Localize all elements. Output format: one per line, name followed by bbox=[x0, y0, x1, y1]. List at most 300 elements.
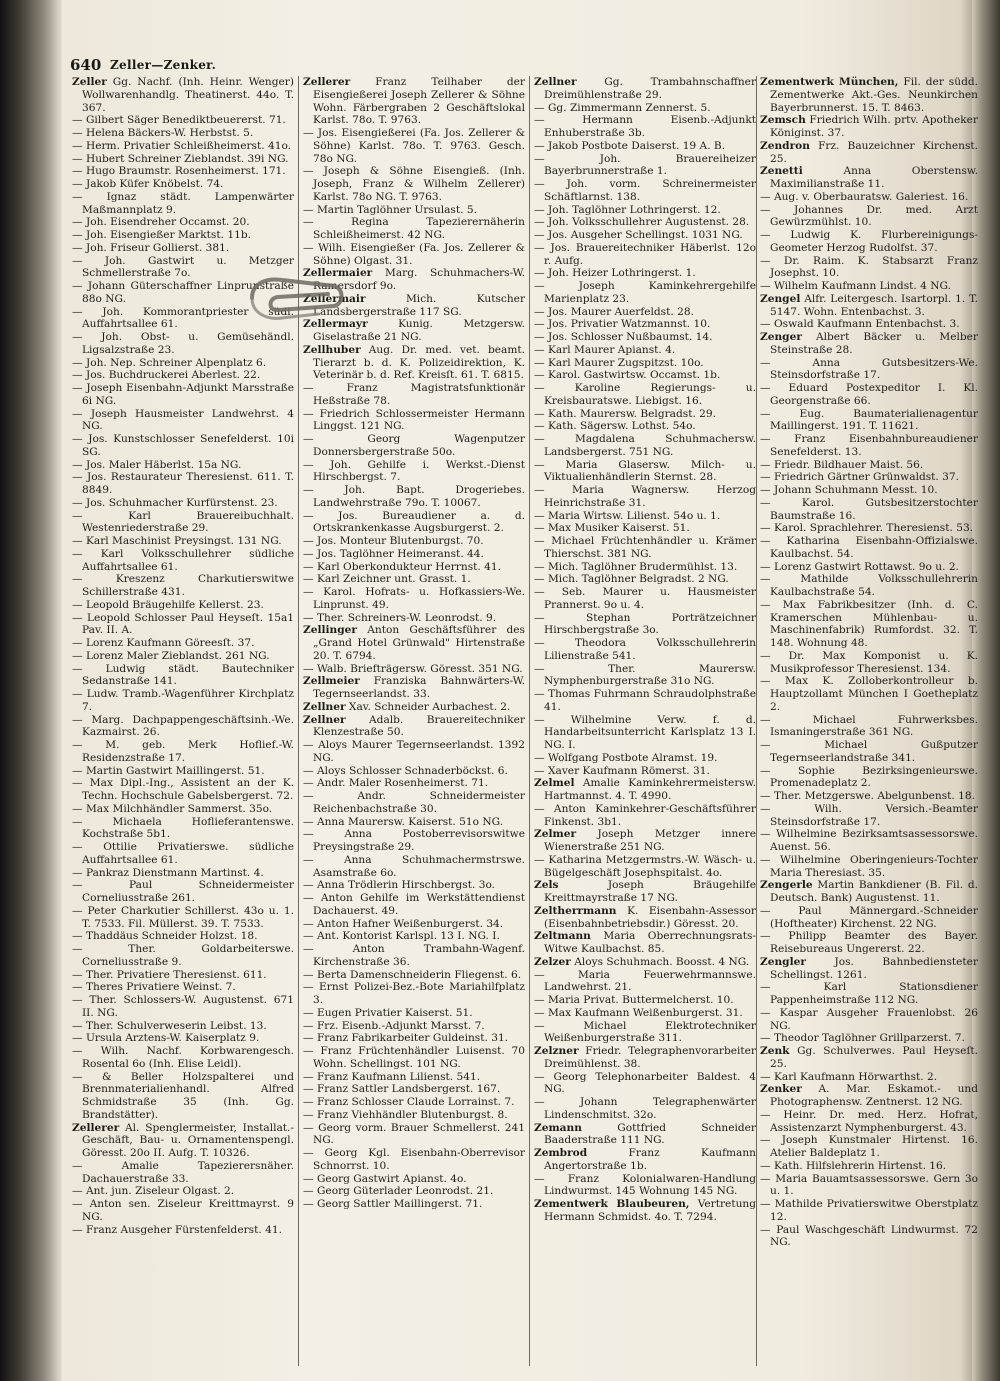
entry-text: — Max Musiker Kaiserst. 51. bbox=[534, 522, 690, 535]
entry-text: — Karl Maurer Apianst. 4. bbox=[534, 343, 676, 356]
directory-entry bbox=[72, 573, 294, 599]
entry-text: — Anton Kaminkehrer-Geschäftsführer Finkenst. 3b1. bbox=[534, 802, 756, 828]
entry-text: — Walb. Briefträgersw. Göresst. 351 NG. bbox=[303, 662, 523, 675]
entry-surname: Zelmel bbox=[534, 777, 575, 790]
entry-text: — Wilhelmine Oberingenieurs-Tochter Maria Theresiast. 35. bbox=[760, 853, 978, 879]
entry-text: — Ther. Goldarbeiterswe. Corneliusstraße 9. bbox=[72, 943, 294, 968]
entry-surname: Zelzner bbox=[534, 1045, 579, 1057]
directory-entry bbox=[72, 930, 294, 943]
entry-text: — Jos. Schuhmacher Kurfürstenst. 23. bbox=[72, 496, 278, 509]
entry-text: — Lorenz Gastwirt Rottawst. 9o u. 2. bbox=[760, 560, 959, 573]
entry-text: — Peter Charkutier Schillerst. 43o u. 1. T. 7533. Fil. Müllerst. 39. T. 7533. bbox=[72, 904, 294, 930]
entry-text: — Katharina Metzgermstrs.-W. Wäsch- u. Bügelgeschäft Josephspitalst. 4o. bbox=[534, 853, 756, 879]
entry-text: — Johann Güterschaffner Linprunstraße 88o NG. bbox=[72, 280, 294, 305]
entry-text: — Ernst Polizei-Bez.-Bote Mariahilfplatz 3. bbox=[303, 981, 525, 1006]
entry-surname: Zengerle bbox=[760, 879, 813, 892]
entry-text: — Karl Maurer Zugspitzst. 10o. bbox=[534, 356, 704, 369]
entry-surname: Zenetti bbox=[760, 165, 803, 178]
entry-text: — Karl Kaufmann Hörwarthst. 2. bbox=[760, 1070, 938, 1083]
directory-entry bbox=[534, 765, 756, 778]
entry-text: — Martin Gastwirt Maillingerst. 51. bbox=[72, 764, 265, 777]
directory-entry bbox=[760, 930, 978, 956]
directory-entry bbox=[760, 803, 978, 829]
entry-surname: Zellerer bbox=[303, 76, 351, 88]
directory-entry bbox=[303, 969, 525, 982]
directory-entry bbox=[72, 777, 294, 803]
directory-entry bbox=[72, 599, 294, 612]
entry-text: Aug. Dr. med. vet. beamt. Tierarzt b. d. K. Polizeidirektion, K. Veterinär b. d. Ref. Kreisſt. 61. T. 6815. bbox=[313, 343, 525, 382]
directory-entry bbox=[760, 140, 978, 166]
directory-entry bbox=[72, 650, 294, 663]
entry-text: K. Eisenbahn-Assessor (Eisenbahnbetriebsdir.) Göresst. 20. bbox=[544, 904, 756, 930]
entry-text: — Max Milchhändler Sammerst. 35o. bbox=[72, 802, 273, 815]
directory-entry bbox=[534, 663, 756, 689]
directory-entry bbox=[534, 459, 756, 485]
entry-text: — Andr. Schneidermeister Reichenbachstraße 30. bbox=[303, 790, 525, 815]
entry-text: — Franz Schlosser Claude Lorrainst. 7. bbox=[303, 1096, 515, 1108]
entry-text: — Anton Trambahn-Wagenf. Kirchenstraße 36. bbox=[303, 943, 525, 968]
directory-entry bbox=[760, 331, 978, 357]
directory-entry bbox=[760, 879, 978, 905]
entry-text: Frz. Bauzeichner Kirchenst. 25. bbox=[770, 139, 978, 165]
entry-text: — Michael Fuhrwerksbes. Ismaningerstraße 361 NG. bbox=[760, 713, 978, 739]
entry-text: — Joh. Gastwirt u. Metzger Schmellerstraße 7o. bbox=[72, 254, 294, 280]
entry-text: — Joh. Obst- u. Gemüsehändl. Ligsalzstraße 23. bbox=[72, 331, 294, 356]
entry-text: — Mathilde Privatierswitwe Oberstplatz 12. bbox=[760, 1198, 978, 1223]
entry-text: — Anna Postoberrevisorswitwe Preysingstraße 29. bbox=[303, 828, 525, 853]
directory-entry bbox=[534, 688, 756, 714]
directory-entry bbox=[303, 76, 525, 127]
entry-text: — Georg vorm. Brauer Schmellerst. 241 NG. bbox=[303, 1121, 525, 1147]
directory-entry bbox=[760, 1173, 978, 1199]
entry-text: — Ludwig städt. Bautechniker Sedanstraße 141. bbox=[72, 662, 294, 688]
entry-text: — Mich. Taglöhner Belgradst. 2 NG. bbox=[534, 573, 729, 586]
directory-entry bbox=[72, 178, 294, 191]
directory-entry bbox=[534, 969, 756, 995]
entry-text: — Ludwig K. Flurbereinigungs-Geometer Herzog Rudolfst. 37. bbox=[760, 229, 978, 254]
directory-entry bbox=[534, 267, 756, 280]
directory-entry bbox=[303, 777, 525, 790]
directory-entry bbox=[72, 1198, 294, 1224]
entry-text: — Jos. Privatier Watzmannst. 10. bbox=[534, 318, 711, 331]
directory-entry bbox=[534, 114, 756, 140]
entry-text: — Anna Schuhmachermstrswe. Asamstraße 6o. bbox=[303, 853, 525, 879]
directory-entry bbox=[534, 204, 756, 217]
directory-entry bbox=[72, 510, 294, 536]
entry-text: — Georg Güterlader Leonrodst. 21. bbox=[303, 1185, 494, 1198]
entry-text: Gottfried Schneider Baaderstraße 111 NG. bbox=[544, 1121, 756, 1147]
entry-text: — Philipp Beamter des Bayer. Reisebureaus Ungererst. 22. bbox=[760, 930, 978, 955]
directory-entry bbox=[72, 841, 294, 867]
entry-surname: Zellner bbox=[303, 713, 346, 726]
directory-entry bbox=[760, 739, 978, 765]
directory-entry bbox=[534, 331, 756, 344]
directory-entry bbox=[303, 344, 525, 382]
directory-entry bbox=[72, 1071, 294, 1122]
entry-text: Aloys Schuhmach. Boosst. 4 NG. bbox=[574, 955, 750, 968]
directory-entry bbox=[534, 484, 756, 510]
entry-text: Gg. Nachf. (Inh. Heinr. Wenger) Wollwarenhandlg. Theatinerst. 44o. T. 367. bbox=[82, 76, 294, 114]
directory-entry bbox=[760, 650, 978, 676]
directory-entry bbox=[72, 714, 294, 740]
entry-text: — Karol. Gutsbesitzerstochter Baumstraße 16. bbox=[760, 496, 978, 522]
directory-entry bbox=[760, 293, 978, 319]
directory-entry bbox=[534, 433, 756, 459]
directory-entry bbox=[72, 408, 294, 434]
entry-text: — Marg. Dachpappengeschäftsinh.-We. Kazmairst. 26. bbox=[72, 713, 294, 739]
entry-text: — Jos. Maurer Auerfeldst. 28. bbox=[534, 305, 694, 318]
entry-text: — Ther. Schreiners-W. Leonrodst. 9. bbox=[303, 611, 497, 624]
entry-text: — Franz Kolonialwaren-Handlung Lindwurmst. 145 Wohnung 145 NG. bbox=[534, 1172, 756, 1198]
entry-text: — Eduard Postexpeditor I. Kl. Georgenstraße 66. bbox=[760, 382, 978, 407]
entry-surname: Zembrod bbox=[534, 1147, 588, 1159]
directory-entry bbox=[72, 905, 294, 931]
entry-text: — Jos. Buchdruckerei Aberlest. 22. bbox=[72, 369, 261, 382]
directory-entry bbox=[303, 216, 525, 242]
entry-text: — Karol. Hofrats- u. Hofkassiers-We. Linprunst. 49. bbox=[303, 586, 525, 611]
entry-text: — Leopold Bräugehilfe Kellerst. 23. bbox=[72, 598, 264, 611]
directory-entry bbox=[72, 1020, 294, 1033]
directory-entry bbox=[72, 191, 294, 217]
directory-entry bbox=[534, 510, 756, 523]
entry-text: — Herm. Privatier Schleißheimerst. 41o. bbox=[72, 139, 292, 152]
entry-surname: Zendron bbox=[760, 139, 810, 152]
directory-entry bbox=[303, 675, 525, 701]
directory-entry bbox=[760, 573, 978, 599]
entry-text: — Helena Bäckers-W. Herbstst. 5. bbox=[72, 127, 254, 139]
directory-entry bbox=[72, 612, 294, 638]
entry-text: Albert Bäcker u. Melber Steinstraße 28. bbox=[770, 331, 978, 356]
entry-surname: Zellner bbox=[534, 76, 577, 88]
entry-surname: Zenk bbox=[760, 1045, 790, 1057]
entry-surname: Zemann bbox=[534, 1121, 582, 1134]
directory-entry bbox=[72, 1185, 294, 1198]
entry-text: — Jos. Taglöhner Heimeranst. 44. bbox=[303, 547, 484, 560]
entry-text: — Georg Telephonarbeiter Baldest. 4 NG. bbox=[534, 1070, 756, 1096]
directory-entry bbox=[534, 408, 756, 421]
entry-surname: Zeltmann bbox=[534, 930, 591, 943]
entry-text: — Andr. Maler Rosenheimerst. 71. bbox=[303, 777, 489, 790]
directory-entry bbox=[303, 930, 525, 943]
entry-text: — Max K. Zolloberkontrolleur b. Hauptzollamt München I Goetheplatz 2. bbox=[760, 675, 978, 713]
directory-entry bbox=[303, 535, 525, 548]
entry-text: Vertretung Hermann Schmidst. 4o. T. 7294. bbox=[544, 1198, 756, 1223]
directory-entry bbox=[534, 522, 756, 535]
entry-text: Joseph Metzger innere Wienerstraße 251 NG. bbox=[544, 828, 756, 853]
directory-entry bbox=[760, 471, 978, 484]
entry-surname: Zellhuber bbox=[303, 343, 361, 356]
entry-text: — Gilbert Säger Benediktbeuererst. 71. bbox=[72, 114, 286, 127]
entry-text: — Karoline Regierungs- u. Kreisbauratswe. Liebigst. 16. bbox=[534, 382, 756, 407]
entry-text: — Georg Kgl. Eisenbahn-Oberrevisor Schnorrst. 10. bbox=[303, 1147, 525, 1172]
directory-entry bbox=[534, 1147, 756, 1173]
directory-entry bbox=[303, 1198, 525, 1211]
directory-entry bbox=[534, 344, 756, 357]
entry-text: — Eugen Privatier Kaiserst. 51. bbox=[303, 1006, 473, 1019]
directory-entry bbox=[534, 777, 756, 803]
entry-text: — Ther. Maurersw. Nymphenburgerstraße 31o NG. bbox=[534, 662, 756, 688]
entry-text: — Joh. Nep. Schreiner Alpenplatz 6. bbox=[72, 356, 267, 369]
directory-entry bbox=[760, 191, 978, 204]
entry-text: — Anton sen. Ziseleur Kreittmayrst. 9 NG. bbox=[72, 1198, 294, 1223]
entry-text: — Karl Oberkondukteur Herrnst. 41. bbox=[303, 560, 501, 573]
directory-entry bbox=[303, 765, 525, 778]
directory-entry bbox=[72, 663, 294, 689]
directory-entry bbox=[303, 573, 525, 586]
entry-text: — Wilhelmine Bezirksamtsassessorswe. Auenst. 56. bbox=[760, 828, 978, 853]
directory-entry bbox=[72, 765, 294, 778]
entry-text: — Dr. Raim. K. Stabsarzt Franz Josephst. 10. bbox=[760, 254, 978, 280]
directory-entry bbox=[303, 663, 525, 676]
entry-text: — Kaspar Ausgeher Frauenlobst. 26 NG. bbox=[760, 1006, 978, 1032]
entry-text: Maria Oberrechnungsrats-Witwe Kaulbachst. 85. bbox=[544, 930, 756, 955]
directory-entry bbox=[534, 586, 756, 612]
directory-entry bbox=[534, 905, 756, 931]
entry-text: — Regina Tapezierernäherin Schleißheimerst. 42 NG. bbox=[303, 216, 525, 241]
directory-entry bbox=[303, 612, 525, 625]
entry-text: — Jos. Schlosser Nußbaumst. 14. bbox=[534, 331, 713, 343]
entry-text: — Thomas Fuhrmann Schraudolphstraße 41. bbox=[534, 688, 756, 713]
directory-entry bbox=[760, 1007, 978, 1033]
entry-text: — Maria Bauamtsassessorswe. Gern 3o u. 1. bbox=[760, 1172, 978, 1198]
directory-entry bbox=[534, 153, 756, 179]
directory-entry bbox=[303, 943, 525, 969]
directory-entry bbox=[534, 994, 756, 1007]
entry-text: — Ottilie Privatierswe. südliche Auffahrtsallee 61. bbox=[72, 841, 294, 866]
entry-text: — Xaver Kaufmann Römerst. 31. bbox=[534, 764, 710, 777]
entry-text: — Joh. Eisengießer Marktst. 11b. bbox=[72, 229, 251, 241]
entry-text: — Max Dipl.-Ing., Assistent an der K. Techn. Hochschule Gabelsbergerst. 72. bbox=[72, 777, 294, 802]
directory-entry bbox=[72, 867, 294, 880]
directory-entry bbox=[303, 1083, 525, 1096]
entry-text: Alfr. Leitergesch. Isartorpl. 1. T. 5147. Wohn. Entenbachst. 3. bbox=[770, 292, 978, 318]
directory-entry bbox=[534, 306, 756, 319]
entry-text: — Anna Gutsbesitzers-We. Steinsdorfstraße 17. bbox=[760, 356, 978, 382]
directory-entry bbox=[72, 153, 294, 166]
entry-text: — Joh. vorm. Schreinermeister Schäftlarnst. 138. bbox=[534, 178, 756, 203]
directory-entry bbox=[534, 1071, 756, 1097]
entry-surname: Zelmer bbox=[534, 828, 577, 841]
entry-text: — Stephan Porträtzeichner Hirschbergstraße 3o. bbox=[534, 611, 756, 637]
entry-surname: Zemsch bbox=[760, 114, 806, 127]
entry-text: — Aloys Schlosser Schnaderböckst. 6. bbox=[303, 764, 508, 777]
directory-entry bbox=[72, 943, 294, 969]
directory-entry bbox=[303, 1071, 525, 1084]
column-4 bbox=[760, 76, 978, 1366]
book-gutter-shadow bbox=[0, 0, 62, 1381]
entry-text: Anton Geschäftsführer des „Grand Hotel Grünwald" Hirtenstraße 20. T. 6794. bbox=[313, 624, 525, 662]
entry-text: — Karl Maschinist Preysingst. 131 NG. bbox=[72, 535, 282, 547]
entry-text: — Hubert Schreiner Zieblandst. 39i NG. bbox=[72, 152, 289, 165]
directory-entry bbox=[760, 459, 978, 472]
entry-text: Gg. Trambahnschaffner Dreimühlenstraße 29. bbox=[544, 76, 756, 101]
entry-surname: Zellerer bbox=[72, 1121, 120, 1134]
directory-entry bbox=[534, 382, 756, 408]
entry-text: — Leopold Schlosser Paul Heyseſt. 15a1 Pav. II. A. bbox=[72, 611, 294, 637]
directory-entry bbox=[760, 1045, 978, 1071]
directory-entry bbox=[72, 1160, 294, 1186]
directory-entry bbox=[72, 981, 294, 994]
entry-text: Joseph Bräugehilfe Kreittmayrstraße 17 NG. bbox=[544, 879, 756, 904]
directory-entry bbox=[303, 624, 525, 662]
paper-clip-icon bbox=[238, 258, 350, 340]
directory-entry bbox=[72, 1224, 294, 1237]
directory-entry bbox=[534, 102, 756, 115]
directory-entry bbox=[760, 229, 978, 255]
entry-text: — Friedr. Bildhauer Maist. 56. bbox=[760, 458, 924, 471]
directory-entry bbox=[72, 471, 294, 497]
entry-text: — Aug. v. Oberbauratsw. Galeriest. 16. bbox=[760, 190, 969, 203]
directory-entry bbox=[760, 561, 978, 574]
directory-entry bbox=[303, 1173, 525, 1186]
directory-entry bbox=[760, 1134, 978, 1160]
directory-entry bbox=[303, 1045, 525, 1071]
entry-surname: Zels bbox=[534, 879, 559, 892]
entry-text: — Katharina Eisenbahn-Offizialswe. Kaulbachst. 54. bbox=[760, 535, 978, 560]
entry-text: — Max Fabrikbesitzer (Inh. d. C. Kramerschen Mühlenbau- u. Maschinenfabrik) Rumfordst. 32. T. 148. Wohnung 48. bbox=[760, 598, 978, 649]
directory-entry bbox=[534, 420, 756, 433]
directory-entry bbox=[760, 765, 978, 791]
directory-entry bbox=[760, 1198, 978, 1224]
entry-surname: Zellermair bbox=[303, 292, 366, 305]
entry-text: A. Mar. Eskamot.- und Photographensw. Zentnerst. 12 NG. bbox=[770, 1083, 978, 1108]
entry-text: — Joh. Volksschullehrer Augustenst. 28. bbox=[534, 216, 750, 229]
entry-text: — Kath. Maurersw. Belgradst. 29. bbox=[534, 407, 717, 420]
directory-entry bbox=[72, 1032, 294, 1045]
directory-entry bbox=[534, 1096, 756, 1122]
entry-text: — Joh. Bapt. Drogeriebes. Landwehrstraße 79o. T. 10067. bbox=[303, 484, 525, 509]
entry-text: — Kreszenz Charkutierswitwe Schillerstraße 431. bbox=[72, 573, 294, 598]
entry-text: — Karl Stationsdiener Pappenheimstraße 112 NG. bbox=[760, 981, 978, 1006]
entry-text: — Joseph Hausmeister Landwehrst. 4 NG. bbox=[72, 407, 294, 433]
directory-entry bbox=[760, 828, 978, 854]
entry-text: — Lorenz Maler Zieblandst. 261 NG. bbox=[72, 649, 270, 662]
entry-text: Franz Kaufmann Angertorstraße 1b. bbox=[544, 1147, 756, 1172]
directory-entry bbox=[760, 484, 978, 497]
directory-entry bbox=[534, 612, 756, 638]
entry-text: — Jos. Ausgeher Schellingst. 1031 NG. bbox=[534, 229, 743, 241]
entry-text: Gg. Schulverwes. Paul Heyseſt. 25. bbox=[770, 1045, 978, 1070]
entry-text: — Dr. Max Komponist u. K. Musikprofessor Theresienst. 134. bbox=[760, 649, 978, 675]
directory-entry bbox=[534, 1045, 756, 1071]
entry-surname: Zementwerk Blaubeuren, bbox=[534, 1198, 690, 1210]
entry-text: — Sophie Bezirksingenieurswe. Promenadeplatz 2. bbox=[760, 764, 978, 790]
entry-text: Al. Spenglermeister, Installat.-Geschäft, Bau- u. Ornamentenspengl. Göresst. 20o II. Aufg. T. 10326. bbox=[82, 1121, 294, 1159]
entry-surname: Zenger bbox=[760, 331, 802, 343]
directory-entry bbox=[534, 280, 756, 306]
entry-text: Friedrich Wilh. prtv. Apotheker Königinst. 37. bbox=[770, 114, 978, 139]
column-rule bbox=[529, 76, 530, 1366]
entry-text: — Jos. Maler Häberlst. 15a NG. bbox=[72, 458, 242, 471]
directory-entry bbox=[760, 599, 978, 650]
directory-entry bbox=[303, 981, 525, 1007]
directory-entry bbox=[72, 879, 294, 905]
entry-surname: Zengler bbox=[760, 955, 806, 968]
entry-text: — & Beller Holzspalterei und Brennmaterialienhandl. Alfred Schmidstraße 35 (Inh. Gg. Brandstätter). bbox=[72, 1070, 294, 1121]
entry-text: — Franz Fabrikarbeiter Guldeinst. 31. bbox=[303, 1032, 509, 1045]
directory-entry bbox=[534, 216, 756, 229]
directory-entry bbox=[760, 255, 978, 281]
directory-entry bbox=[534, 828, 756, 854]
directory-entry bbox=[72, 127, 294, 140]
entry-text: — Ignaz städt. Lampenwärter Maßmannplatz 9. bbox=[72, 190, 294, 216]
entry-text: — Maria Wirtsw. Lilienst. 54o u. 1. bbox=[534, 509, 721, 522]
entry-text: — Pankraz Dienstmann Martinst. 4. bbox=[72, 866, 264, 879]
directory-entry bbox=[534, 637, 756, 663]
directory-entry bbox=[760, 318, 978, 331]
directory-entry bbox=[760, 1224, 978, 1250]
directory-entry bbox=[303, 854, 525, 880]
directory-entry bbox=[760, 165, 978, 191]
directory-entry bbox=[72, 242, 294, 255]
entry-text: Mich. Kutscher Landsbergerstraße 117 SG. bbox=[313, 292, 525, 318]
entry-text: Friedr. Telegraphenvorarbeiter Dreimühlenst. 38. bbox=[544, 1045, 756, 1070]
entry-text: — Wolfgang Postbote Alramst. 19. bbox=[534, 751, 718, 764]
entry-text: — Jos. Restaurateur Theresienst. 611. T. 8849. bbox=[72, 471, 294, 496]
directory-entry bbox=[534, 1007, 756, 1020]
directory-entry bbox=[534, 714, 756, 752]
page-number: 640 bbox=[70, 56, 102, 74]
directory-entry bbox=[72, 803, 294, 816]
directory-entry bbox=[303, 459, 525, 485]
entry-text: — Lorenz Kaufmann Göreesſt. 37. bbox=[72, 637, 255, 649]
directory-entry bbox=[303, 739, 525, 765]
entry-text: — Joh. Kommorantpriester südl. Auffahrtsallee 61. bbox=[72, 305, 294, 331]
directory-entry bbox=[303, 204, 525, 217]
entry-text: — Ursula Arztens-W. Kaiserplatz 9. bbox=[72, 1032, 260, 1045]
directory-entry bbox=[534, 369, 756, 382]
entry-text: — Theres Privatiere Weinst. 7. bbox=[72, 981, 236, 994]
entry-text: — Friedrich Gärtner Grünwaldst. 37. bbox=[760, 471, 960, 484]
directory-entry bbox=[303, 1122, 525, 1148]
directory-entry bbox=[534, 879, 756, 905]
entry-text: — Kath. Sägersw. Lothst. 54o. bbox=[534, 420, 696, 433]
entry-text: — Franz Ausgeher Fürstenfelderst. 41. bbox=[72, 1223, 282, 1236]
directory-entry bbox=[303, 1147, 525, 1173]
running-head: Zeller—Zenker. bbox=[110, 58, 217, 72]
entry-text: — Jos. Brauereitechniker Häberlst. 12o r. Aufg. bbox=[534, 241, 756, 267]
directory-entry bbox=[72, 140, 294, 153]
directory-entry bbox=[72, 165, 294, 178]
directory-entry bbox=[534, 229, 756, 242]
directory-entry bbox=[72, 497, 294, 510]
entry-text: — Max Kaufmann Weißenburgerst. 31. bbox=[534, 1006, 743, 1019]
entry-text: — Michaela Hoflieferantenswe. Kochstraße 5b1. bbox=[72, 815, 294, 841]
directory-entry bbox=[760, 981, 978, 1007]
entry-surname: Zellermaier bbox=[303, 267, 373, 280]
directory-entry bbox=[303, 548, 525, 561]
entry-text: — Jos. Kunstschlosser Senefelderst. 10i SG. bbox=[72, 433, 294, 458]
column-rule bbox=[756, 76, 757, 1366]
directory-entry bbox=[534, 1122, 756, 1148]
directory-entry bbox=[534, 1173, 756, 1199]
directory-entry bbox=[760, 76, 978, 114]
entry-surname: Zelzer bbox=[534, 955, 571, 968]
entry-surname: Zenker bbox=[760, 1083, 802, 1096]
directory-entry bbox=[72, 637, 294, 650]
entry-text: Martin Bankdiener (B. Fil. d. Deutsch. Bank) Augustenst. 11. bbox=[770, 879, 978, 904]
entry-text: — Karol. Sprachlehrer. Theresienst. 53. bbox=[760, 522, 974, 535]
directory-entry bbox=[303, 127, 525, 165]
directory-entry bbox=[303, 1020, 525, 1033]
directory-entry bbox=[760, 1032, 978, 1045]
entry-text: Fil. der südd. Zementwerke Akt.-Ges. Neunkirchen Bayerbrunnerst. 15. T. 8463. bbox=[770, 76, 978, 114]
directory-entry bbox=[303, 561, 525, 574]
directory-entry bbox=[72, 76, 294, 114]
directory-entry bbox=[760, 522, 978, 535]
directory-entry bbox=[303, 484, 525, 510]
entry-text: — Ant. jun. Ziseleur Olgast. 2. bbox=[72, 1185, 235, 1198]
